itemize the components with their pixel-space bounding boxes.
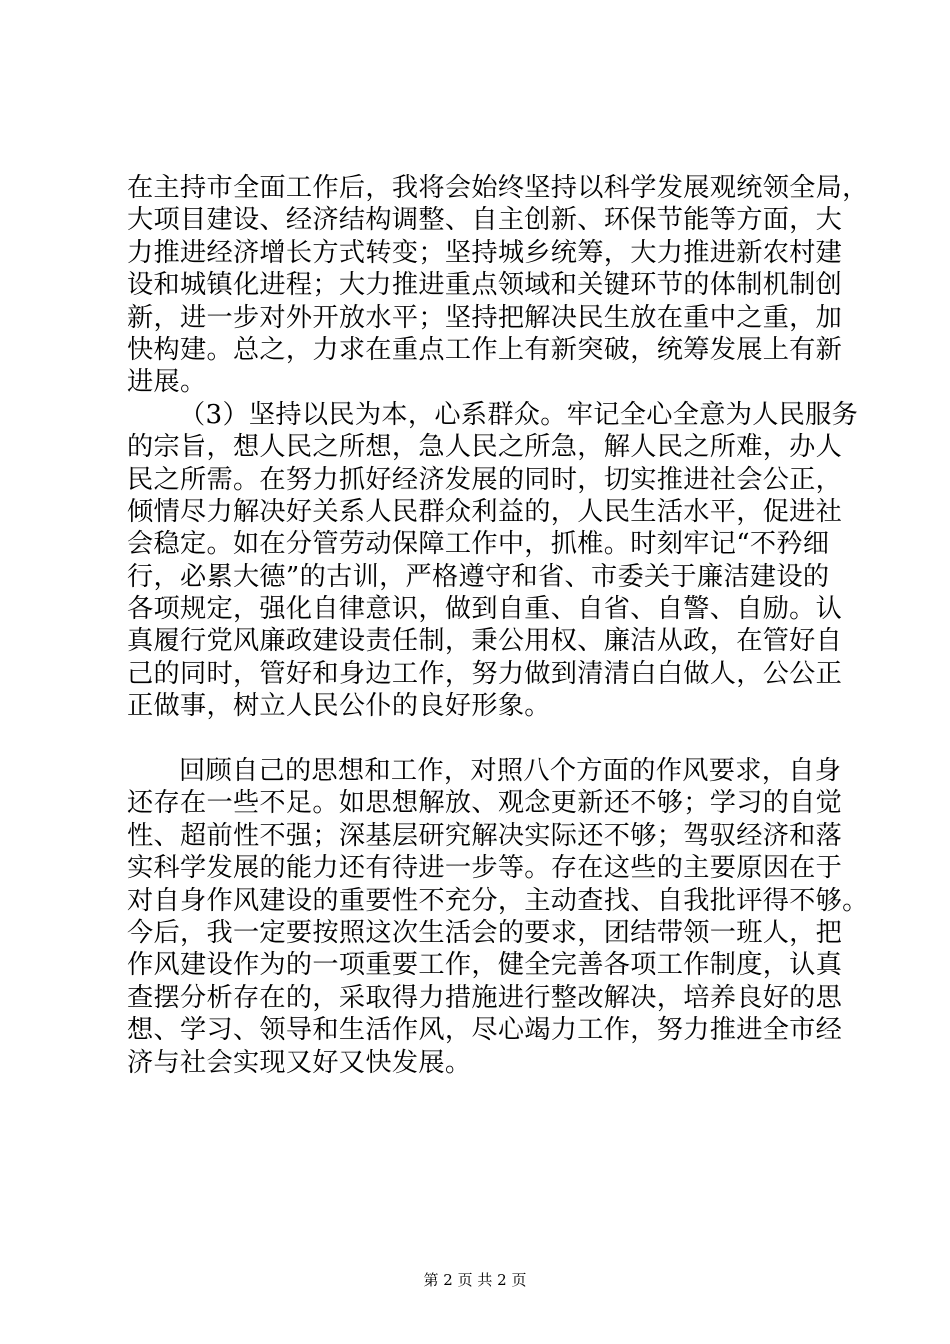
paragraph-3 — [127, 755, 869, 1079]
text-line: 各项规定，强化自律意识，做到自重、自省、自警、自励。认 — [127, 594, 843, 625]
text-line: 的宗旨，想人民之所想，急人民之所急，解人民之所难，办人 — [127, 432, 843, 463]
paragraph-2 — [127, 399, 859, 755]
paragraph-1 — [127, 172, 869, 399]
page-number-footer: 第 2 页 共 2 页 — [423, 1271, 527, 1289]
text-line: 真履行党风廉政建设责任制，秉公用权、廉洁从政，在管好自 — [127, 626, 843, 657]
text-line: 倾情尽力解决好关系人民群众利益的，人民生活水平，促进社 — [127, 496, 843, 527]
text-line: 进展。 — [127, 367, 207, 398]
text-line: 己的同时，管好和身边工作，努力做到清清白白做人，公公正 — [127, 658, 843, 689]
body-text — [127, 172, 869, 1079]
text-line: 今后，我一定要按照这次生活会的要求，团结带领一班人，把 — [127, 917, 843, 948]
text-line: 快构建。总之，力求在重点工作上有新突破，统筹发展上有新 — [127, 334, 843, 365]
text-line: 在主持市全面工作后，我将会始终坚持以科学发展观统领全局， — [127, 173, 869, 203]
text-line: 新，进一步对外开放水平；坚持把解决民生放在重中之重，加 — [127, 302, 843, 333]
text-line: 正做事，树立人民公仆的良好形象。 — [127, 691, 551, 722]
text-line: 作风建设作为的一项重要工作，健全完善各项工作制度，认真 — [127, 950, 843, 981]
text-line: 济与社会实现又好又快发展。 — [127, 1047, 472, 1078]
text-line — [127, 723, 827, 755]
text-line: 会稳定。如在分管劳动保障工作中，抓椎。时刻牢记“不矜细 — [127, 529, 830, 560]
text-line: 实科学发展的能力还有待进一步等。存在这些的主要原因在于 — [127, 853, 843, 884]
text-line: 想、学习、领导和生活作风，尽心竭力工作，努力推进全市经 — [127, 1015, 843, 1046]
text-line: 回顾自己的思想和工作，对照八个方面的作风要求，自身 — [179, 756, 842, 787]
text-line: （3）坚持以民为本，心系群众。牢记全心全意为人民服务 — [179, 399, 859, 430]
text-line: 还存在一些不足。如思想解放、观念更新还不够；学习的自觉 — [127, 788, 843, 819]
text-line: 行，必累大德”的古训，严格遵守和省、市委关于廉洁建设的 — [127, 561, 830, 592]
text-line: 对自身作风建设的重要性不充分，主动查找、自我批评得不够。 — [127, 885, 869, 916]
text-line: 性、超前性不强；深基层研究解决实际还不够；驾驭经济和落 — [127, 820, 843, 851]
text-line: 大项目建设、经济结构调整、自主创新、环保节能等方面，大 — [127, 205, 843, 236]
text-line: 设和城镇化进程；大力推进重点领域和关键环节的体制机制创 — [127, 270, 843, 301]
text-line: 查摆分析存在的，采取得力措施进行整改解决，培养良好的思 — [127, 982, 843, 1013]
text-line: 力推进经济增长方式转变；坚持城乡统筹，大力推进新农村建 — [127, 237, 843, 268]
text-line: 民之所需。在努力抓好经济发展的同时，切实推进社会公正， — [127, 464, 843, 495]
